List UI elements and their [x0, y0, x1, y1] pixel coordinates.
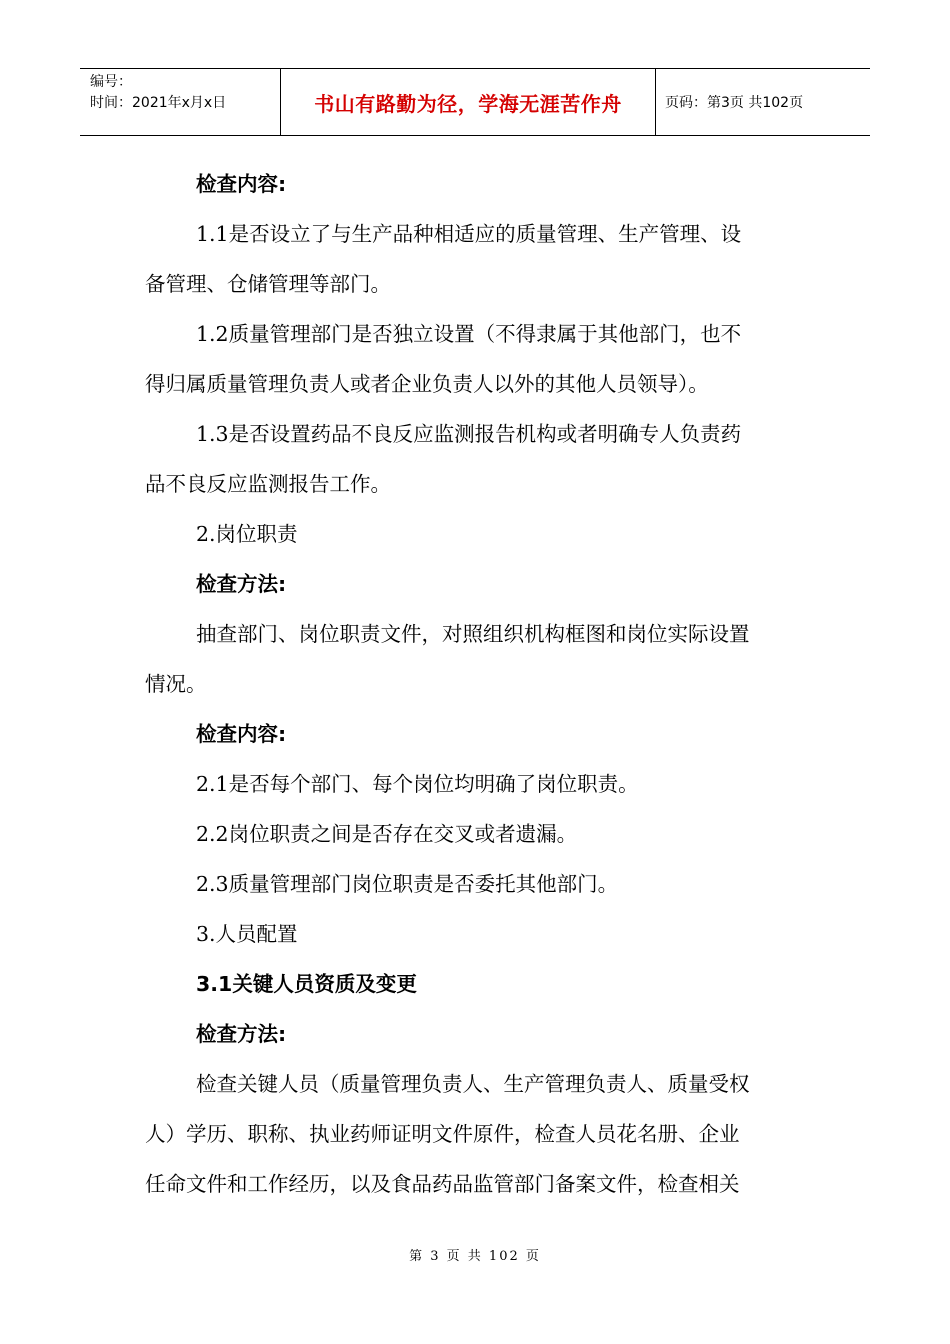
body-line: 2.岗位职责 [196, 522, 298, 546]
header-time-label: 时间：2021年x月x日 [90, 95, 227, 111]
body-line: 2.3质量管理部门岗位职责是否委托其他部门。 [196, 872, 619, 896]
body-line: 情况。 [145, 672, 207, 696]
header-number-label: 编号： [90, 74, 132, 90]
body-line: 品不良反应监测报告工作。 [145, 472, 391, 496]
body-line: 2.1是否每个部门、每个岗位均明确了岗位职责。 [196, 772, 639, 796]
section-heading: 检查方法: [196, 572, 287, 596]
body-line: 任命文件和工作经历，以及食品药品监管部门备案文件，检查相关 [145, 1172, 740, 1196]
body-line: 1.1是否设立了与生产品种相适应的质量管理、生产管理、设 [196, 222, 742, 246]
document-body [145, 159, 810, 1209]
header-meta [80, 69, 281, 135]
body-line: 1.2质量管理部门是否独立设置（不得隶属于其他部门，也不 [196, 322, 742, 346]
body-line: 1.3是否设置药品不良反应监测报告机构或者明确专人负责药 [196, 422, 742, 446]
section-heading: 3.1关键人员资质及变更 [196, 972, 417, 996]
header-page-info: 页码：第3页 共102页 [665, 95, 804, 111]
body-line: 2.2岗位职责之间是否存在交叉或者遗漏。 [196, 822, 578, 846]
body-line: 抽查部门、岗位职责文件，对照组织机构框图和岗位实际设置 [196, 622, 750, 646]
body-line: 检查关键人员（质量管理负责人、生产管理负责人、质量受权 [196, 1072, 750, 1096]
body-line: 3.人员配置 [196, 922, 298, 946]
section-heading: 检查方法: [196, 1022, 287, 1046]
body-line: 备管理、仓储管理等部门。 [145, 272, 391, 296]
section-heading: 检查内容: [196, 172, 287, 196]
body-line: 人）学历、职称、执业药师证明文件原件，检查人员花名册、企业 [145, 1122, 740, 1146]
header-motto: 书山有路勤为径，学海无涯苦作舟 [281, 69, 656, 135]
section-heading: 检查内容: [196, 722, 287, 746]
body-line: 得归属质量管理负责人或者企业负责人以外的其他人员领导）。 [145, 372, 709, 396]
page-footer: 第 3 页 共 102 页 [409, 1249, 541, 1264]
page-header [80, 68, 870, 136]
